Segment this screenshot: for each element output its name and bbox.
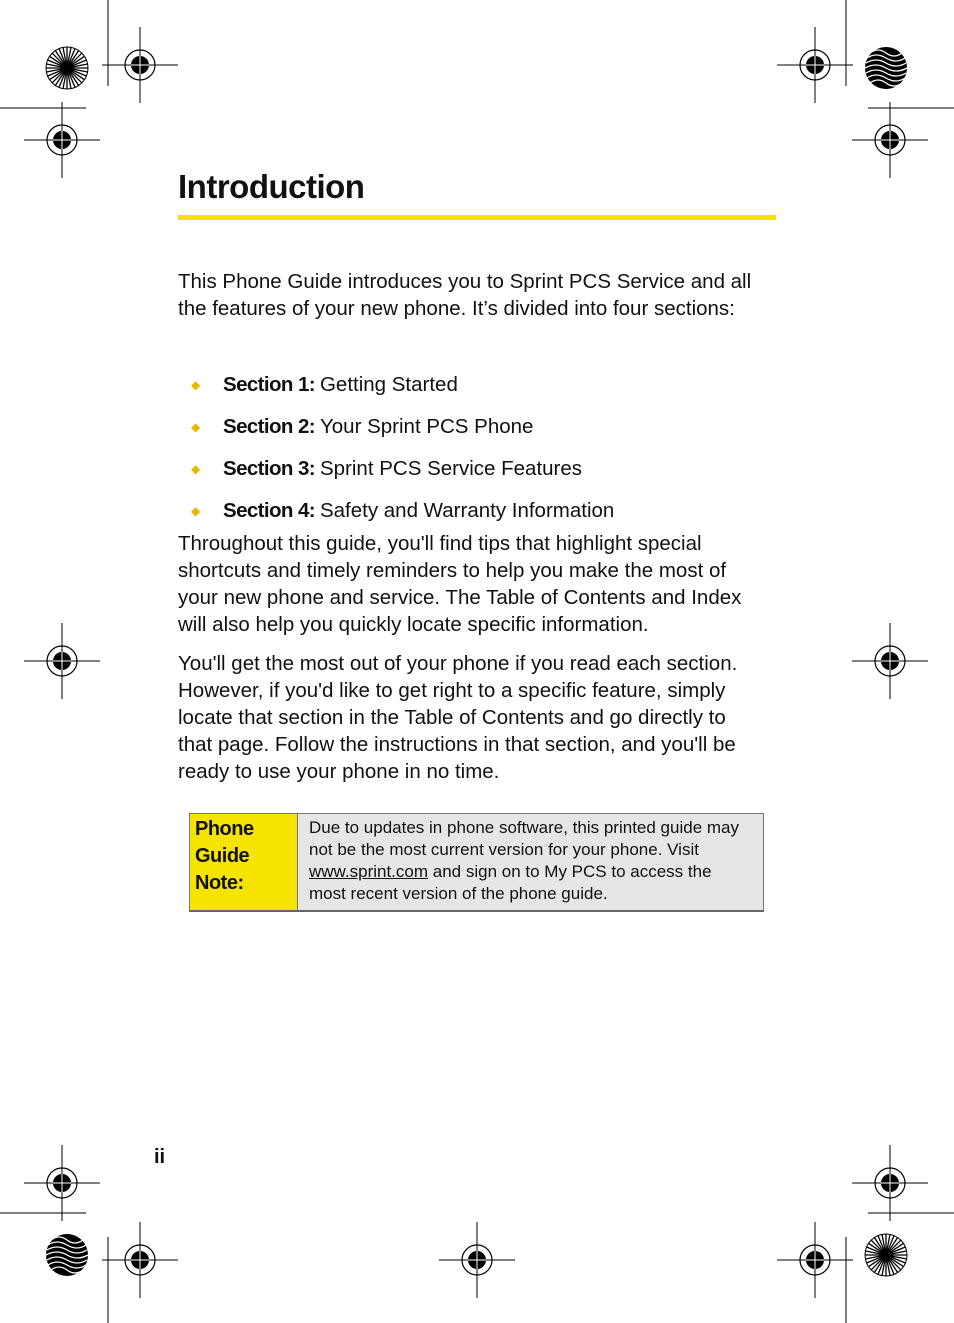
section-list [190,364,614,532]
registration-mark-icon [777,27,853,103]
registration-mark-icon [852,1145,928,1221]
list-item [190,406,614,448]
list-item [190,490,614,532]
intro-paragraph: This Phone Guide introduces you to Sprint PCS Service and all the features of your new phone. It’s divided into four sections: [178,270,752,320]
registration-mark-icon [24,1145,100,1221]
title-underline [178,215,776,220]
wave-target-icon [865,47,907,89]
section-label: Section 2: [223,415,315,438]
note-text-after: and sign on to My PCS to access the most recent version of the phone guide. [309,862,712,903]
note-label-line: Guide [195,845,250,867]
note-label-line: Note: [195,872,244,894]
section-title: Sprint PCS Service Features [319,457,583,480]
registration-mark-icon [852,102,928,178]
diamond-bullet-icon: ◆ [191,461,201,476]
usage-paragraph: You'll get the most out of your phone if you read each section. However, if you'd like to get right to a specific feature, simply locate that section in the Table of Contents and go directly to that page. Follow the instructions in that section, and you'll be ready to use your phone in no time. [178,652,738,783]
starburst-target-icon [865,1234,907,1276]
section-label: Section 3: [223,457,315,480]
section-title: Safety and Warranty Information [319,499,615,522]
note-label-line: Phone [195,818,254,840]
registration-mark-icon [24,623,100,699]
registration-mark-icon [102,1222,178,1298]
diamond-bullet-icon: ◆ [191,377,201,392]
section-title: Getting Started [319,373,458,396]
registration-mark-icon [102,27,178,103]
sprint-website-link[interactable]: www.sprint.com [309,862,429,881]
note-text [298,814,763,910]
diamond-bullet-icon: ◆ [191,419,201,434]
section-label: Section 1: [223,373,315,396]
starburst-target-icon [46,47,88,89]
list-item [190,448,614,490]
section-label: Section 4: [223,499,315,522]
list-item [190,364,614,406]
note-label [190,814,298,910]
registration-mark-icon [852,623,928,699]
wave-target-icon [46,1234,88,1276]
page-title: Introduction [178,168,365,205]
note-text-before: Due to updates in phone software, this printed guide may not be the most current version for your phone. Visit [309,818,739,859]
diamond-bullet-icon: ◆ [191,503,201,518]
tips-paragraph: Throughout this guide, you'll find tips that highlight special shortcuts and timely reminders to help you make the most of your new phone and service. The Table of Contents and Index will also help you quickly locate specific information. [178,532,742,636]
registration-mark-icon [24,102,100,178]
page-number: ii [154,1146,166,1168]
section-title: Your Sprint PCS Phone [319,415,534,438]
phone-guide-note [189,813,764,912]
registration-mark-icon [439,1222,515,1298]
registration-mark-icon [777,1222,853,1298]
